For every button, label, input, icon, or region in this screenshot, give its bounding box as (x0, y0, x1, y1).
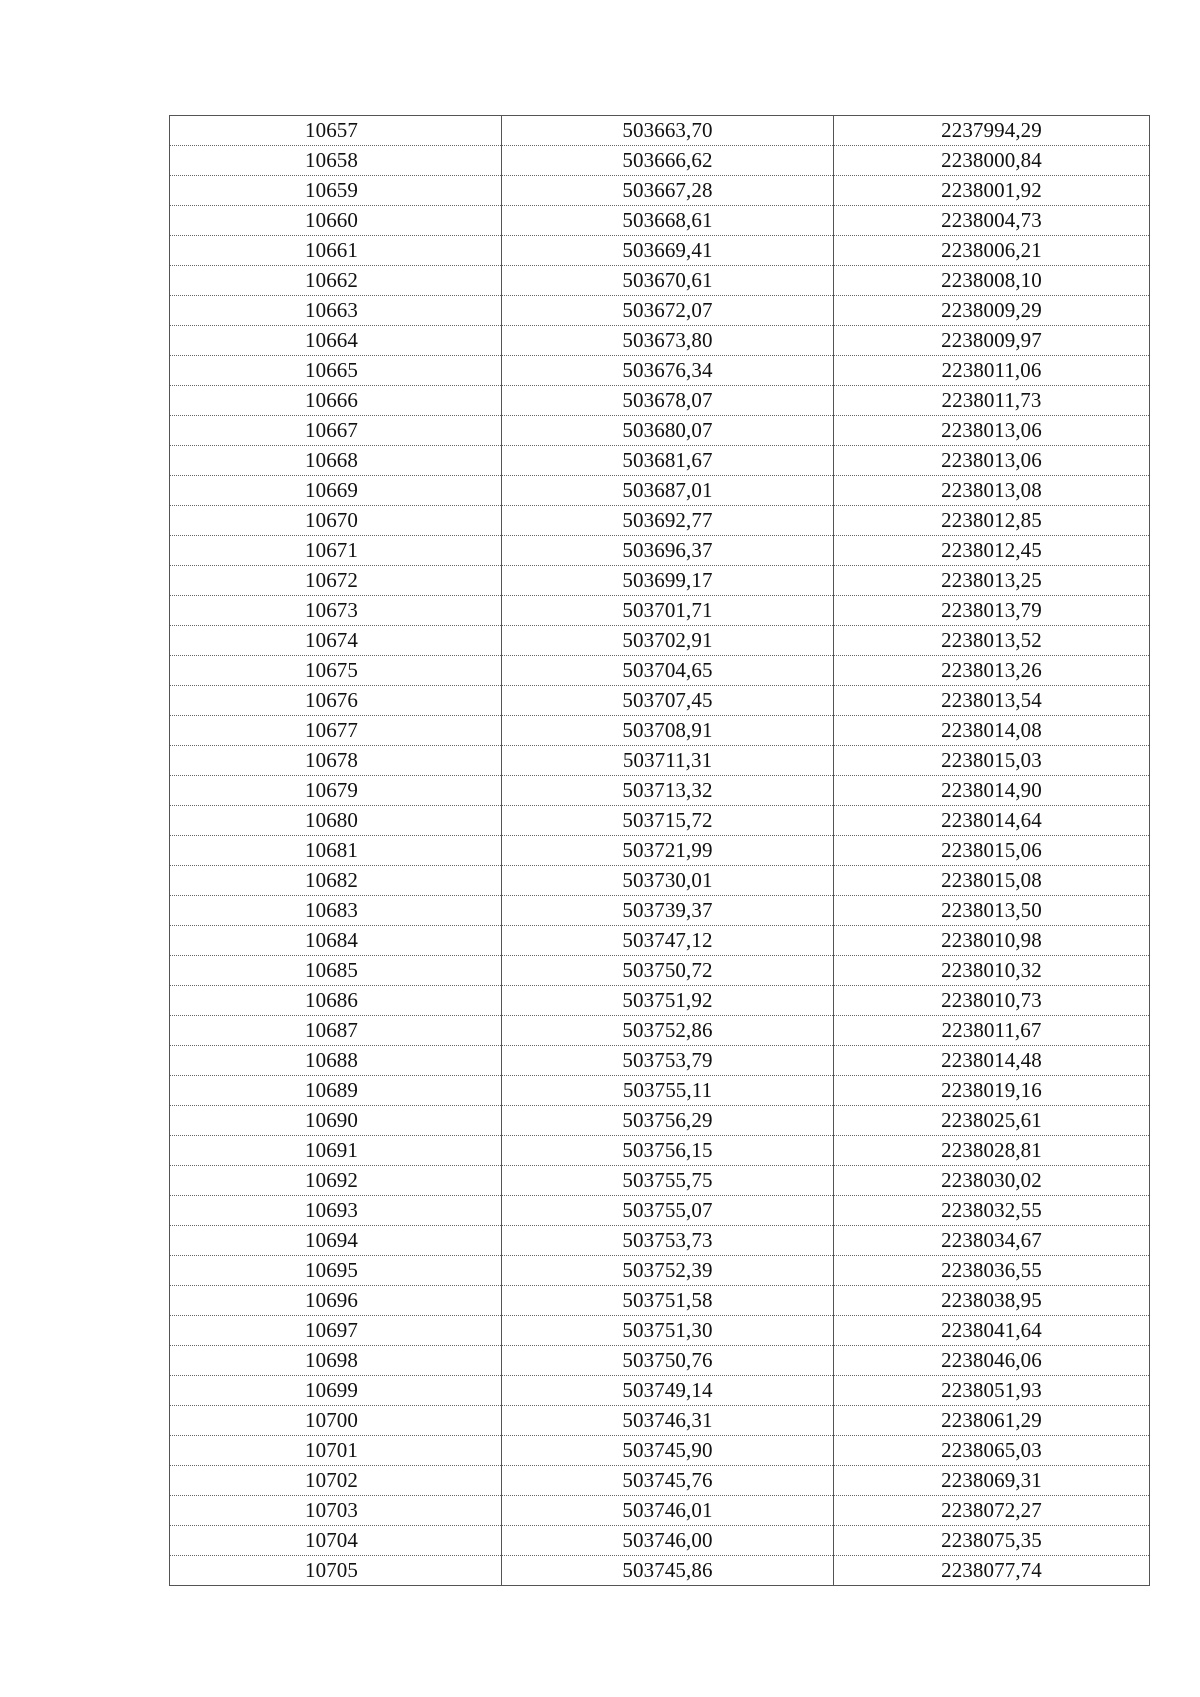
y-coordinate-cell: 2238013,06 (834, 446, 1150, 476)
y-coordinate-cell: 2238008,10 (834, 266, 1150, 296)
point-number-cell: 10705 (170, 1556, 502, 1586)
x-coordinate-cell: 503739,37 (502, 896, 834, 926)
x-coordinate-cell: 503755,75 (502, 1166, 834, 1196)
point-number-cell: 10665 (170, 356, 502, 386)
y-coordinate-cell: 2238013,25 (834, 566, 1150, 596)
point-number-cell: 10670 (170, 506, 502, 536)
x-coordinate-cell: 503745,86 (502, 1556, 834, 1586)
table-row (170, 566, 1150, 596)
point-number-cell: 10704 (170, 1526, 502, 1556)
table-row (170, 596, 1150, 626)
point-number-cell: 10697 (170, 1316, 502, 1346)
table-row (170, 416, 1150, 446)
table-row (170, 956, 1150, 986)
point-number-cell: 10687 (170, 1016, 502, 1046)
x-coordinate-cell: 503755,07 (502, 1196, 834, 1226)
x-coordinate-cell: 503715,72 (502, 806, 834, 836)
table-row (170, 1046, 1150, 1076)
x-coordinate-cell: 503707,45 (502, 686, 834, 716)
y-coordinate-cell: 2238004,73 (834, 206, 1150, 236)
x-coordinate-cell: 503711,31 (502, 746, 834, 776)
y-coordinate-cell: 2238013,79 (834, 596, 1150, 626)
y-coordinate-cell: 2238012,45 (834, 536, 1150, 566)
y-coordinate-cell: 2238015,08 (834, 866, 1150, 896)
x-coordinate-cell: 503668,61 (502, 206, 834, 236)
table-row (170, 1406, 1150, 1436)
y-coordinate-cell: 2238000,84 (834, 146, 1150, 176)
y-coordinate-cell: 2238061,29 (834, 1406, 1150, 1436)
y-coordinate-cell: 2238013,26 (834, 656, 1150, 686)
point-number-cell: 10671 (170, 536, 502, 566)
table-row (170, 1136, 1150, 1166)
y-coordinate-cell: 2238069,31 (834, 1466, 1150, 1496)
table-row (170, 686, 1150, 716)
point-number-cell: 10675 (170, 656, 502, 686)
x-coordinate-cell: 503667,28 (502, 176, 834, 206)
table-row (170, 356, 1150, 386)
y-coordinate-cell: 2238051,93 (834, 1376, 1150, 1406)
y-coordinate-cell: 2238015,03 (834, 746, 1150, 776)
x-coordinate-cell: 503751,30 (502, 1316, 834, 1346)
y-coordinate-cell: 2238025,61 (834, 1106, 1150, 1136)
table-row (170, 626, 1150, 656)
x-coordinate-cell: 503753,79 (502, 1046, 834, 1076)
table-row (170, 146, 1150, 176)
table-row (170, 776, 1150, 806)
x-coordinate-cell: 503678,07 (502, 386, 834, 416)
table-row (170, 926, 1150, 956)
point-number-cell: 10677 (170, 716, 502, 746)
coordinates-table-body (170, 116, 1150, 1586)
point-number-cell: 10700 (170, 1406, 502, 1436)
x-coordinate-cell: 503756,29 (502, 1106, 834, 1136)
x-coordinate-cell: 503753,73 (502, 1226, 834, 1256)
table-row (170, 656, 1150, 686)
table-row (170, 836, 1150, 866)
x-coordinate-cell: 503752,39 (502, 1256, 834, 1286)
y-coordinate-cell: 2238010,98 (834, 926, 1150, 956)
point-number-cell: 10674 (170, 626, 502, 656)
y-coordinate-cell: 2238041,64 (834, 1316, 1150, 1346)
table-row (170, 1196, 1150, 1226)
x-coordinate-cell: 503680,07 (502, 416, 834, 446)
point-number-cell: 10668 (170, 446, 502, 476)
table-row (170, 476, 1150, 506)
y-coordinate-cell: 2238075,35 (834, 1526, 1150, 1556)
x-coordinate-cell: 503751,58 (502, 1286, 834, 1316)
x-coordinate-cell: 503699,17 (502, 566, 834, 596)
point-number-cell: 10695 (170, 1256, 502, 1286)
table-row (170, 1286, 1150, 1316)
point-number-cell: 10681 (170, 836, 502, 866)
point-number-cell: 10680 (170, 806, 502, 836)
table-row (170, 806, 1150, 836)
table-row (170, 176, 1150, 206)
table-row (170, 1016, 1150, 1046)
point-number-cell: 10685 (170, 956, 502, 986)
x-coordinate-cell: 503676,34 (502, 356, 834, 386)
table-row (170, 386, 1150, 416)
y-coordinate-cell: 2238072,27 (834, 1496, 1150, 1526)
y-coordinate-cell: 2237994,29 (834, 116, 1150, 146)
y-coordinate-cell: 2238001,92 (834, 176, 1150, 206)
table-row (170, 236, 1150, 266)
point-number-cell: 10702 (170, 1466, 502, 1496)
y-coordinate-cell: 2238010,32 (834, 956, 1150, 986)
point-number-cell: 10678 (170, 746, 502, 776)
table-row (170, 896, 1150, 926)
point-number-cell: 10698 (170, 1346, 502, 1376)
point-number-cell: 10664 (170, 326, 502, 356)
table-row (170, 1226, 1150, 1256)
table-row (170, 296, 1150, 326)
x-coordinate-cell: 503746,31 (502, 1406, 834, 1436)
y-coordinate-cell: 2238034,67 (834, 1226, 1150, 1256)
table-row (170, 506, 1150, 536)
y-coordinate-cell: 2238009,97 (834, 326, 1150, 356)
table-row (170, 866, 1150, 896)
x-coordinate-cell: 503701,71 (502, 596, 834, 626)
table-row (170, 1376, 1150, 1406)
y-coordinate-cell: 2238014,08 (834, 716, 1150, 746)
x-coordinate-cell: 503745,90 (502, 1436, 834, 1466)
point-number-cell: 10666 (170, 386, 502, 416)
point-number-cell: 10658 (170, 146, 502, 176)
point-number-cell: 10659 (170, 176, 502, 206)
point-number-cell: 10691 (170, 1136, 502, 1166)
x-coordinate-cell: 503721,99 (502, 836, 834, 866)
point-number-cell: 10699 (170, 1376, 502, 1406)
x-coordinate-cell: 503746,01 (502, 1496, 834, 1526)
point-number-cell: 10662 (170, 266, 502, 296)
table-row (170, 986, 1150, 1016)
table-row (170, 1466, 1150, 1496)
point-number-cell: 10679 (170, 776, 502, 806)
y-coordinate-cell: 2238065,03 (834, 1436, 1150, 1466)
x-coordinate-cell: 503756,15 (502, 1136, 834, 1166)
x-coordinate-cell: 503672,07 (502, 296, 834, 326)
x-coordinate-cell: 503750,72 (502, 956, 834, 986)
table-row (170, 1076, 1150, 1106)
point-number-cell: 10673 (170, 596, 502, 626)
y-coordinate-cell: 2238013,08 (834, 476, 1150, 506)
y-coordinate-cell: 2238013,52 (834, 626, 1150, 656)
table-row (170, 1106, 1150, 1136)
x-coordinate-cell: 503713,32 (502, 776, 834, 806)
x-coordinate-cell: 503730,01 (502, 866, 834, 896)
table-row (170, 1166, 1150, 1196)
y-coordinate-cell: 2238014,90 (834, 776, 1150, 806)
y-coordinate-cell: 2238019,16 (834, 1076, 1150, 1106)
table-row (170, 1436, 1150, 1466)
table-row (170, 266, 1150, 296)
point-number-cell: 10672 (170, 566, 502, 596)
x-coordinate-cell: 503702,91 (502, 626, 834, 656)
x-coordinate-cell: 503752,86 (502, 1016, 834, 1046)
x-coordinate-cell: 503747,12 (502, 926, 834, 956)
y-coordinate-cell: 2238046,06 (834, 1346, 1150, 1376)
point-number-cell: 10690 (170, 1106, 502, 1136)
point-number-cell: 10684 (170, 926, 502, 956)
table-row (170, 1256, 1150, 1286)
x-coordinate-cell: 503692,77 (502, 506, 834, 536)
x-coordinate-cell: 503755,11 (502, 1076, 834, 1106)
y-coordinate-cell: 2238015,06 (834, 836, 1150, 866)
x-coordinate-cell: 503696,37 (502, 536, 834, 566)
x-coordinate-cell: 503681,67 (502, 446, 834, 476)
y-coordinate-cell: 2238014,48 (834, 1046, 1150, 1076)
table-row (170, 1526, 1150, 1556)
y-coordinate-cell: 2238011,67 (834, 1016, 1150, 1046)
x-coordinate-cell: 503745,76 (502, 1466, 834, 1496)
coordinates-table (169, 115, 1150, 1586)
y-coordinate-cell: 2238012,85 (834, 506, 1150, 536)
x-coordinate-cell: 503687,01 (502, 476, 834, 506)
point-number-cell: 10667 (170, 416, 502, 446)
point-number-cell: 10661 (170, 236, 502, 266)
table-row (170, 746, 1150, 776)
y-coordinate-cell: 2238038,95 (834, 1286, 1150, 1316)
point-number-cell: 10692 (170, 1166, 502, 1196)
point-number-cell: 10703 (170, 1496, 502, 1526)
x-coordinate-cell: 503663,70 (502, 116, 834, 146)
y-coordinate-cell: 2238011,73 (834, 386, 1150, 416)
point-number-cell: 10694 (170, 1226, 502, 1256)
x-coordinate-cell: 503750,76 (502, 1346, 834, 1376)
table-row (170, 536, 1150, 566)
point-number-cell: 10696 (170, 1286, 502, 1316)
table-row (170, 716, 1150, 746)
y-coordinate-cell: 2238013,54 (834, 686, 1150, 716)
x-coordinate-cell: 503746,00 (502, 1526, 834, 1556)
table-row (170, 1496, 1150, 1526)
table-row (170, 1346, 1150, 1376)
y-coordinate-cell: 2238011,06 (834, 356, 1150, 386)
x-coordinate-cell: 503670,61 (502, 266, 834, 296)
point-number-cell: 10686 (170, 986, 502, 1016)
point-number-cell: 10663 (170, 296, 502, 326)
x-coordinate-cell: 503751,92 (502, 986, 834, 1016)
table-row (170, 1556, 1150, 1586)
x-coordinate-cell: 503708,91 (502, 716, 834, 746)
point-number-cell: 10693 (170, 1196, 502, 1226)
y-coordinate-cell: 2238006,21 (834, 236, 1150, 266)
y-coordinate-cell: 2238032,55 (834, 1196, 1150, 1226)
point-number-cell: 10676 (170, 686, 502, 716)
x-coordinate-cell: 503666,62 (502, 146, 834, 176)
table-row (170, 116, 1150, 146)
point-number-cell: 10688 (170, 1046, 502, 1076)
point-number-cell: 10689 (170, 1076, 502, 1106)
point-number-cell: 10660 (170, 206, 502, 236)
y-coordinate-cell: 2238010,73 (834, 986, 1150, 1016)
x-coordinate-cell: 503704,65 (502, 656, 834, 686)
x-coordinate-cell: 503673,80 (502, 326, 834, 356)
point-number-cell: 10701 (170, 1436, 502, 1466)
point-number-cell: 10683 (170, 896, 502, 926)
y-coordinate-cell: 2238030,02 (834, 1166, 1150, 1196)
table-row (170, 1316, 1150, 1346)
table-row (170, 446, 1150, 476)
y-coordinate-cell: 2238077,74 (834, 1556, 1150, 1586)
table-row (170, 326, 1150, 356)
y-coordinate-cell: 2238036,55 (834, 1256, 1150, 1286)
point-number-cell: 10669 (170, 476, 502, 506)
x-coordinate-cell: 503749,14 (502, 1376, 834, 1406)
y-coordinate-cell: 2238009,29 (834, 296, 1150, 326)
y-coordinate-cell: 2238028,81 (834, 1136, 1150, 1166)
y-coordinate-cell: 2238013,06 (834, 416, 1150, 446)
x-coordinate-cell: 503669,41 (502, 236, 834, 266)
y-coordinate-cell: 2238013,50 (834, 896, 1150, 926)
table-row (170, 206, 1150, 236)
point-number-cell: 10682 (170, 866, 502, 896)
y-coordinate-cell: 2238014,64 (834, 806, 1150, 836)
point-number-cell: 10657 (170, 116, 502, 146)
